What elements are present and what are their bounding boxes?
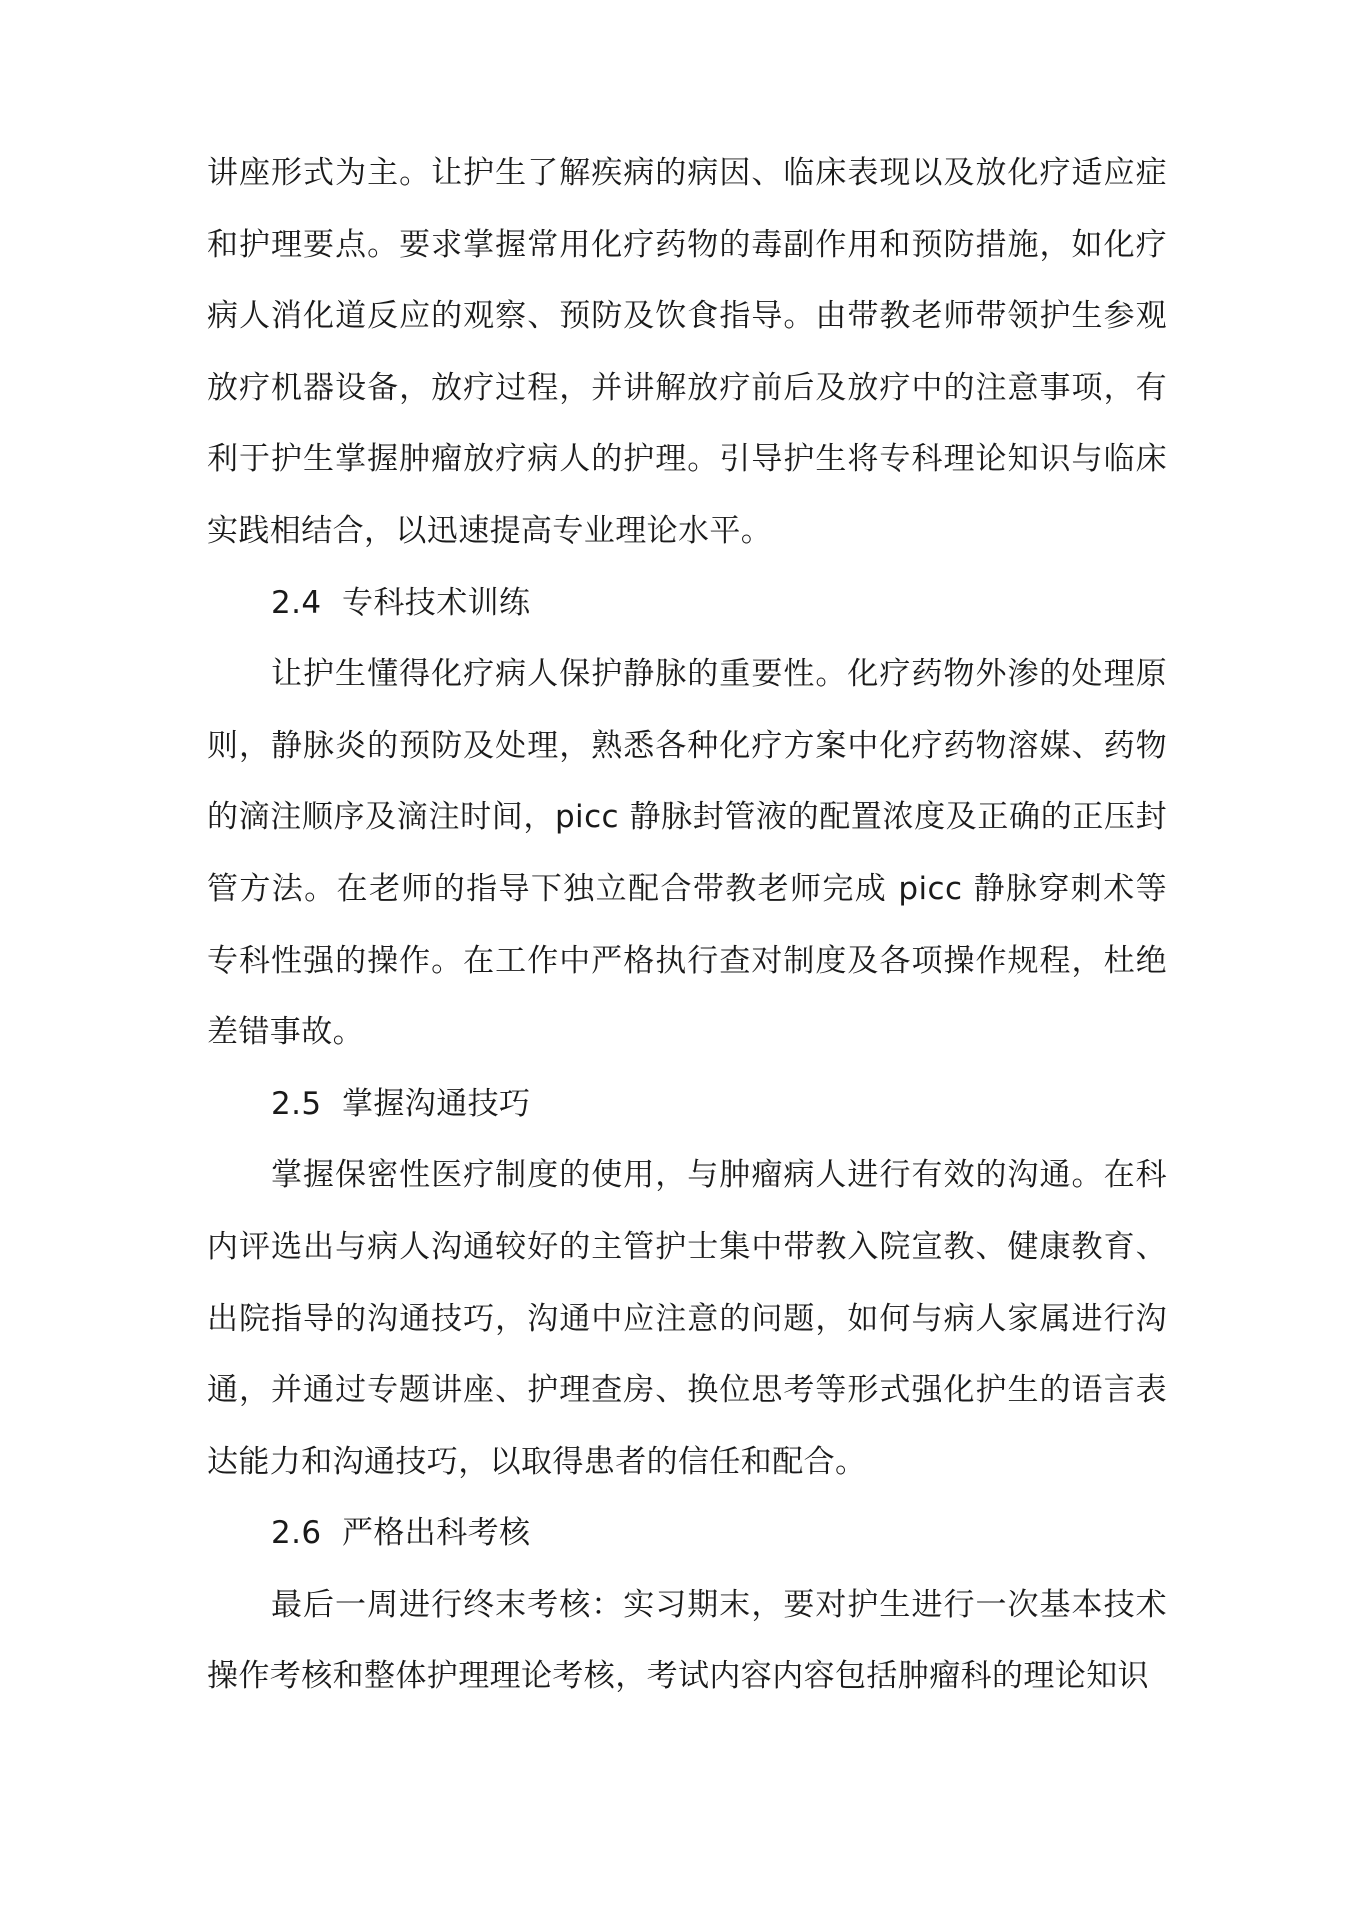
section-heading-2-6: 2.6 严格出科考核 — [271, 1515, 531, 1552]
body-paragraph: 让护生懂得化疗病人保护静脉的重要性。化疗药物外渗的处理原则，静脉炎的预防及处理，熟悉各种化疗方案中化疗药物溶媒、药物的滴注顺序及滴注时间，picc 静脉封管液的配置浓度及正确的正压封管方法。在老师的指导下独立配合带教老师完成 picc 静脉穿刺术等专科性强的操作。在工作中严格执行查对制度及各项操作规程，杜绝差错事故。 — [207, 656, 1167, 1051]
body-paragraph: 最后一周进行终末考核：实习期末，要对护生进行一次基本技术操作考核和整体护理理论考核，考试内容内容包括肿瘤科的理论知识 — [207, 1586, 1167, 1695]
section-heading-2-4: 2.4 专科技术训练 — [271, 584, 531, 621]
document-body — [207, 138, 1167, 1713]
body-paragraph: 掌握保密性医疗制度的使用，与肿瘤病人进行有效的沟通。在科内评选出与病人沟通较好的主管护士集中带教入院宣教、健康教育、出院指导的沟通技巧，沟通中应注意的问题，如何与病人家属进行沟通，并通过专题讲座、护理查房、换位思考等形式强化护生的语言表达能力和沟通技巧，以取得患者的信任和配合。 — [207, 1157, 1167, 1480]
body-paragraph: 讲座形式为主。让护生了解疾病的病因、临床表现以及放化疗适应症和护理要点。要求掌握常用化疗药物的毒副作用和预防措施，如化疗病人消化道反应的观察、预防及饮食指导。由带教老师带领护生参观放疗机器设备，放疗过程，并讲解放疗前后及放疗中的注意事项，有利于护生掌握肿瘤放疗病人的护理。引导护生将专科理论知识与临床实践相结合，以迅速提高专业理论水平。 — [207, 155, 1167, 549]
section-heading-2-5: 2.5 掌握沟通技巧 — [271, 1085, 531, 1122]
